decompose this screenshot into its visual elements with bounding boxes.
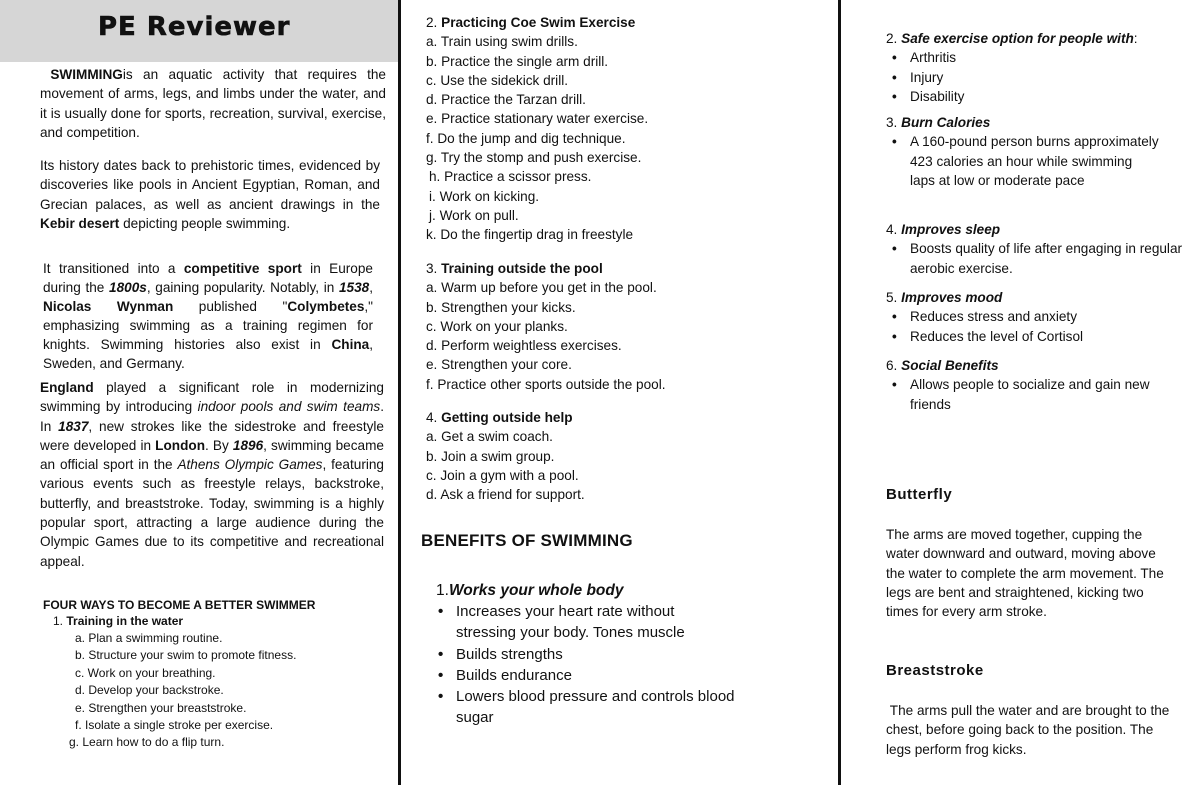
list-item: d. Practice the Tarzan drill. <box>426 92 586 108</box>
benefits-heading: BENEFITS OF SWIMMING <box>421 531 633 550</box>
list-item: e. Practice stationary water exercise. <box>426 111 649 127</box>
list-item: e. Strengthen your core. <box>426 357 572 373</box>
list-item: e. Strengthen your breaststroke. <box>75 700 247 715</box>
intro-paragraph: SWIMMINGis an aquatic activity that requires the movement of arms, legs, and limbs under the water, and it is usually done for sports, recreation, survival, exercise, and competition. <box>40 67 386 140</box>
four-ways-heading: FOUR WAYS TO BECOME A BETTER SWIMMER <box>43 598 316 612</box>
competitive-paragraph: It transitioned into a competitive sport in Europe during the 1800s, gaining popularity. Notably, in 1538, Nicolas Wynman published "Colymbetes," emphasizing swimming as a training regimen for knights. Swimming histories also exist in China, Sweden, and Germany. <box>43 261 374 372</box>
list-item: • Injury <box>886 68 1196 87</box>
breaststroke-heading: Breaststroke <box>886 662 984 679</box>
list-item: d. Ask a friend for support. <box>426 487 585 503</box>
list-item: c. Join a gym with a pool. <box>426 467 579 483</box>
list-item: i. Work on kicking. <box>429 188 540 204</box>
list-item: a. Get a swim coach. <box>426 429 553 445</box>
butterfly-paragraph: The arms are moved together, cupping the water downward and outward, moving above the water to complete the arm movement. The legs are bent and straightened, kicking two times for every arm stroke. <box>886 527 1164 620</box>
list-item: f. Isolate a single stroke per exercise. <box>75 718 274 733</box>
column-middle <box>402 0 838 785</box>
list-item: • Reduces the level of Cortisol <box>886 327 1196 346</box>
list-item: d. Develop your backstroke. <box>75 683 224 698</box>
list-item: • Allows people to socialize and gain new friends <box>886 375 1180 414</box>
list-item: b. Strengthen your kicks. <box>426 299 576 315</box>
list-item: g. Try the stomp and push exercise. <box>426 150 642 166</box>
list-item: k. Do the fingertip drag in freestyle <box>426 227 634 243</box>
training-in-water-heading: 1. Training in the water <box>53 614 184 628</box>
list-item: b. Join a swim group. <box>426 448 555 464</box>
outside-help-section: 4. Getting outside help a. Get a swim coach. b. Join a swim group. c. Join a gym with a pool. d. Ask a friend for support. <box>426 408 826 504</box>
list-item: b. Structure your swim to promote fitness. <box>75 648 297 663</box>
list-item: • Reduces stress and anxiety <box>886 307 1196 326</box>
benefit-3-section: 3. Burn Calories • A 160-pound person burns approximately 423 calories an hour while swimming laps at low or moderate pace <box>886 113 1196 190</box>
list-item: c. Use the sidekick drill. <box>426 72 569 88</box>
list-item: • Disability <box>886 87 1196 106</box>
history-paragraph: Its history dates back to prehistoric times, evidenced by discoveries like pools in Ancient Egyptian, Roman, and Grecian palaces, as well as ancient drawings in the Kebir desert depicting people swimming. <box>40 158 380 231</box>
benefit-2-section: 2. Safe exercise option for people with: • Arthritis • Injury • Disability <box>886 29 1196 106</box>
list-item: f. Do the jump and dig technique. <box>426 130 626 146</box>
list-item: • A 160-pound person burns approximately 423 calories an hour while swimming laps at low or moderate pace <box>886 132 1160 190</box>
column-divider-right <box>838 0 841 785</box>
list-item: • Arthritis <box>886 48 1196 67</box>
benefit-1-section: 1.Works your whole body • Increases your heart rate without stressing your body. Tones muscle • Builds strengths • Builds endurance • Lowers blood pressure and controls blood sugar <box>432 580 832 728</box>
list-item: c. Work on your breathing. <box>75 665 216 680</box>
practicing-section: 2. Practicing Coe Swim Exercise a. Train using swim drills. b. Practice the single arm drill. c. Use the sidekick drill. d. Practice the Tarzan drill. e. Practice stationary water exercise. f. Do the jump and dig technique. g. Try the stomp and push exercise. h. Practice a scissor press. i. Work on kicking. j. Work on pull. k. Do the fingertip drag in freestyle <box>426 13 826 245</box>
benefit-6-section: 6. Social Benefits • Allows people to socialize and gain new friends <box>886 356 1196 414</box>
training-in-water-list <box>69 630 297 752</box>
list-item: b. Practice the single arm drill. <box>426 53 609 69</box>
list-item: • Builds strengths <box>432 644 832 665</box>
butterfly-heading: Butterfly <box>886 486 953 503</box>
list-item: • Boosts quality of life after engaging in regular aerobic exercise. <box>886 239 1200 278</box>
list-item: a. Train using swim drills. <box>426 34 578 50</box>
list-item: d. Perform weightless exercises. <box>426 338 622 354</box>
list-item: • Increases your heart rate without stressing your body. Tones muscle <box>432 601 736 643</box>
title-banner <box>0 0 398 62</box>
list-item: g. Learn how to do a flip turn. <box>69 735 225 750</box>
list-item: f. Practice other sports outside the pool. <box>426 376 666 392</box>
column-divider-left <box>398 0 401 785</box>
list-item: • Lowers blood pressure and controls blood sugar <box>432 686 742 728</box>
list-item: c. Work on your planks. <box>426 318 568 334</box>
swimming-term: SWIMMING <box>50 67 123 82</box>
page-title: PE Reviewer <box>98 12 291 42</box>
list-item: j. Work on pull. <box>429 207 519 223</box>
england-paragraph: England played a significant role in modernizing swimming by introducing indoor pools and swim teams. In 1837, new strokes like the sidestroke and freestyle were developed in London. By 1896, swimming became an official sport in the Athens Olympic Games, featuring various events such as freestyle relays, backstroke, butterfly, and breaststroke. Today, swimming is a highly popular sport, attracting a large audience during the Olympic Games due to its competitive and recreational appeal. <box>40 380 384 569</box>
list-item: • Builds endurance <box>432 665 832 686</box>
breaststroke-paragraph: The arms pull the water and are brought to the chest, before going back to the position. The legs perform frog kicks. <box>886 703 1174 757</box>
column-right <box>842 0 1200 785</box>
list-item: a. Warm up before you get in the pool. <box>426 280 657 296</box>
outside-pool-section: 3. Training outside the pool a. Warm up before you get in the pool. b. Strengthen your kicks. c. Work on your planks. d. Perform weightless exercises. e. Strengthen your core. f. Practice other sports outside the pool. <box>426 259 826 394</box>
benefit-4-section: 4. Improves sleep • Boosts quality of life after engaging in regular aerobic exercise. <box>886 220 1196 278</box>
list-item: h. Practice a scissor press. <box>429 169 592 185</box>
column-left <box>0 0 398 785</box>
list-item: a. Plan a swimming routine. <box>75 631 223 645</box>
benefit-5-section: 5. Improves mood • Reduces stress and anxiety • Reduces the level of Cortisol <box>886 288 1196 346</box>
